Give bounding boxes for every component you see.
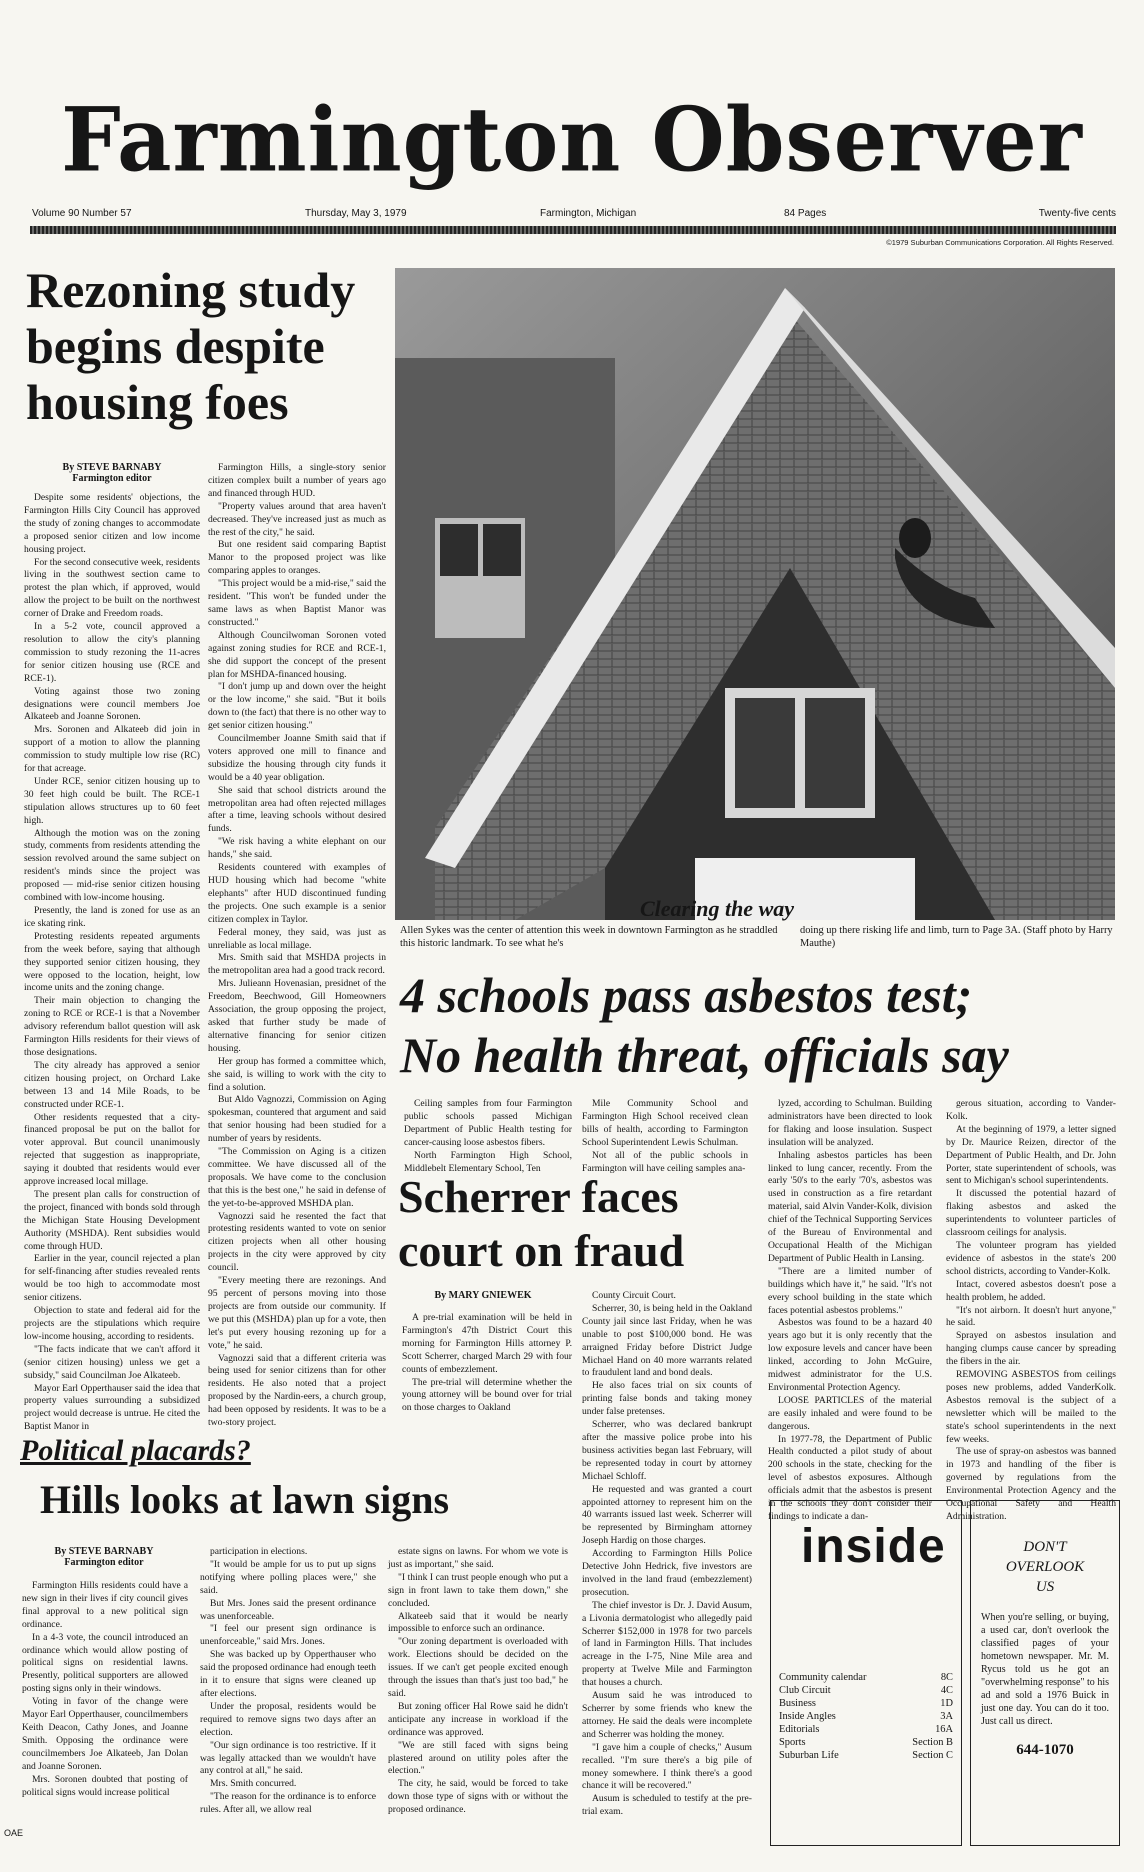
inside-index-row (779, 1736, 953, 1749)
paragraph: Vagnozzi said he resented the fact that protesting residents wanted to vote on senior citizen projects when all other housing projects in the city were approved by city council. (208, 1210, 386, 1274)
lawn-byline-role: Farmington editor (64, 1557, 144, 1568)
masthead-rule (30, 226, 1116, 234)
lawn-kicker: Political placards? (20, 1434, 251, 1467)
inside-index-label: Editorials (779, 1724, 820, 1735)
photo-caption-right: doing up there risking life and limb, turn to Page 3A. (Staff photo by Harry Mauthe) (800, 925, 1113, 949)
paragraph: In 1977-78, the Department of Public Health conducted a pilot study of about 200 schools in the state, checking for the level of asbestos exposures. Although officials admit that the asbestos is present in the schools they don't consider their findings to indicate a dan- (768, 1433, 932, 1522)
folio-line (0, 208, 1144, 222)
paragraph: LOOSE PARTICLES of the material are easily inhaled and were found to be dangerous. (768, 1394, 932, 1432)
paragraph: "There are a limited number of buildings which have it," he said. "It's not every school building in the state which faces potential asbestos problems." (768, 1265, 932, 1316)
scherrer-headline: Scherrer faces court on fraud (398, 1171, 685, 1276)
paragraph: "It would be ample for us to put up signs notifying where polling places were," she said. (200, 1558, 376, 1596)
paragraph: "I don't jump up and down over the height or the low income," she said. "But it boils down to (the fact) that there is no other way to get senior citizen housing." (208, 681, 386, 732)
promo-body: When you're selling, or buying, a used car, don't overlook the classified pages of your hometown newspaper. Mr. M. Rycus told us he got an "overwhelming response" to his ad and sold a 1976 Buick in just one day. You can do it too. Just call us direct. (981, 1612, 1109, 1727)
paragraph: Federal money, they said, was just as unreliable as local millage. (208, 926, 386, 951)
paragraph: Voting in favor of the change were Mayor Earl Opperthauser, councilmembers Keith Deacon, Cathy Jones, and Joanne Smith. Opposing the ordinance were councilmembers Joe Alkateeb, Jan Dolan and Joanne Soronen. (22, 1696, 188, 1772)
paragraph: In a 5-2 vote, council approved a resolution to allow the city's planning commission to study rezoning the 11-acres for senior citizen housing use (RCE and RCE-1). (24, 621, 200, 684)
inside-index-page: 8C (940, 1672, 953, 1683)
paragraph: Farmington Hills, a single-story senior citizen complex built a number of years ago and financed through HUD. (208, 462, 386, 499)
paragraph: It discussed the potential hazard of flaking asbestos and asked the superintendents to volunteer particles of classroom ceilings for analysis. (946, 1188, 1116, 1239)
paragraph: Voting against those two zoning designations were council members Joe Alkateeb and Joanne Soronen. (24, 685, 200, 723)
paragraph: Under the proposal, residents would be required to remove signs two days after an election. (200, 1700, 376, 1738)
paragraph: In a 4-3 vote, the council introduced an ordinance which would allow posting of political signs on residential lawns. Presently, political supporters are allowed posting signs only in their windows. (22, 1631, 188, 1695)
volume-number: Volume 90 Number 57 (32, 208, 132, 219)
promo-line-2: OVERLOOK (1005, 1559, 1085, 1575)
inside-index-row (779, 1697, 953, 1710)
scherrer-byline: By MARY GNIEWEK (434, 1290, 532, 1301)
inside-index-page: 1D (940, 1698, 953, 1709)
paragraph: At the beginning of 1979, a letter signed by Dr. Maurice Reizen, director of the Department of Public Health, and Dr. John Porter, state superintendent of schools, was sent to Michigan's school superintendents. (946, 1123, 1116, 1187)
paragraph: "Property values around that area haven't decreased. They've increased just as much as the rest of the city," he said. (208, 500, 386, 538)
paragraph: "We risk having a white elephant on our hands," she said. (208, 836, 386, 861)
paragraph: "This project would be a mid-rise," said the resident. "This won't be funded under the same laws as when Baptist Manor was constructed." (208, 578, 386, 628)
lawn-column-3 (388, 1546, 568, 1848)
paragraph: "I think I can trust people enough who put a sign in front lawn to take them down," she concluded. (388, 1571, 568, 1609)
inside-index-page: 3A (940, 1711, 953, 1722)
paragraph: REMOVING ASBESTOS from ceilings poses new problems, added VanderKolk. Asbestos removal is the subject of a newsletter which will be mailed to the state's school superintendents in the next few weeks. (946, 1369, 1116, 1445)
inside-index-row (779, 1749, 953, 1762)
asbestos-headline-1: 4 schools pass asbestos test; (400, 967, 973, 1023)
classified-promo-box (970, 1500, 1120, 1846)
inside-title: inside (801, 1520, 946, 1573)
inside-index-page: Section B (912, 1737, 953, 1748)
margin-mark: OAE (4, 1828, 24, 1838)
paragraph: "The facts indicate that we can't afford it (senior citizen housing) unless we get a subsidy," said Councilman Joe Alkateeb. (24, 1343, 200, 1381)
paragraph: estate signs on lawns. For whom we vote is just as important," she said. (388, 1546, 568, 1570)
paragraph: Residents countered with examples of HUD housing which had become "white elephants" after HUD discontinued funding the projects. One such example is a senior citizen complex in Taylor. (208, 862, 386, 925)
paragraph: Scherrer, who was declared bankrupt after the massive police probe into his business activities began last February, will be represented today in court by attorney Michael Schloff. (582, 1419, 752, 1482)
inside-index-page: 16A (935, 1724, 953, 1735)
paragraph: Protesting residents repeated arguments from the week before, saying that although they supported senior citizen housing, they were opposed to the location, height, low income units and the zoning change. (24, 930, 200, 994)
paragraph: But one resident said comparing Baptist Manor to the proposed project was like comparing apples to oranges. (208, 539, 386, 577)
inside-index-row (779, 1723, 953, 1736)
inside-index-label: Business (779, 1698, 816, 1709)
lead-byline (26, 462, 198, 484)
inside-index-box (770, 1500, 962, 1846)
inside-list (779, 1671, 953, 1762)
paragraph: Under RCE, senior citizen housing up to 30 feet high could be built. The RCE-1 stipulation allows structures up to 60 feet high. (24, 775, 200, 826)
page-count: 84 Pages (784, 208, 827, 219)
paragraph: gerous situation, according to Vander-Kolk. (946, 1098, 1116, 1122)
paragraph: Ceiling samples from four Farmington public schools passed Michigan Department of Public Health testing for cancer-causing loose asbestos fibers. (404, 1098, 572, 1148)
paragraph: She was backed up by Opperthauser who said the proposed ordinance had enough teeth in it to ensure that signs were cleaned up after elections. (200, 1649, 376, 1699)
paragraph: He also faces trial on six counts of printing false bonds and taking money under false pretenses. (582, 1380, 752, 1418)
paragraph: Mayor Earl Opperthauser said the idea that property values surrounding a subsidized project would decrease is untrue. He cited the Baptist Manor in (24, 1382, 200, 1433)
inside-index-label: Sports (779, 1737, 806, 1748)
paragraph: Sprayed on asbestos insulation and hanging clumps cause cancer by spreading the fibers in the air. (946, 1330, 1116, 1368)
lawn-headline: Hills looks at lawn signs (40, 1477, 450, 1522)
paragraph: Farmington Hills residents could have a new sign in their lives if city council gives final approval to a new political sign ordinance. (22, 1580, 188, 1630)
paragraph: Other residents requested that a city-financed proposal be put on the ballot for voter approval. But council unanimously rejected that suggestion as inappropriate, saying it doubted that residents would ever approve increased local millage. (24, 1111, 200, 1188)
paragraph: "The reason for the ordinance is to enforce rules. After all, we allow real (200, 1791, 376, 1816)
lead-byline-role: Farmington editor (72, 473, 152, 484)
publication-place: Farmington, Michigan (540, 208, 637, 219)
cover-price: Twenty-five cents (1038, 208, 1116, 219)
paragraph: Mrs. Julieann Hovenasian, presidnet of the Freedom, Beechwood, Gill Homeowners Association, the group opposing the project, asked that further study be made of alternative financing for senior citizen housing. (208, 978, 386, 1054)
paragraph: Mrs. Smith concurred. (210, 1778, 297, 1790)
front-page-photo (395, 268, 1115, 920)
copyright-notice: ©1979 Suburban Communications Corporation. All Rights Reserved. (886, 238, 1114, 247)
paragraph: "Our sign ordinance is too restrictive. If it was legally attacked than we wouldn't have any control at all," he said. (200, 1739, 376, 1777)
inside-index-label: Club Circuit (779, 1685, 831, 1696)
paragraph: Earlier in the year, council rejected a plan for self-financing after studies revealed rents would be too high to accommodate most senior citizens. (24, 1253, 200, 1304)
paragraph: Her group has formed a committee which, she said, is willing to work with the city to find a solution. (208, 1055, 386, 1093)
paragraph: According to Farmington Hills Police Detective John Hedrick, five investors are involved in the land fraud (embezzlement) prosecution. (582, 1548, 752, 1598)
paragraph: County Circuit Court. (592, 1290, 676, 1301)
roof-photo-illustration (395, 268, 1115, 920)
inside-index-page: Section C (912, 1750, 953, 1761)
photo-caption-left: Allen Sykes was the center of attention this week in downtown Farmington as he straddled this historic landmark. To see what he's (400, 925, 778, 949)
paragraph: Their main objection to changing the zoning to RCE or RCE-1 is that a November advisory referendum ballot question will ask Farmington Hills residents for their views of those designations. (24, 995, 200, 1058)
asbestos-column-3 (768, 1098, 932, 1522)
paragraph: The chief investor is Dr. J. David Ausum, a Livonia dermatologist who allegedly paid Scherrer $152,000 in 1978 for two parcels of land in Farmington Hills. That includes acreage in the I-75, Nine Mile area and property at Twelve Mile and Farmington that houses a church. (582, 1599, 752, 1689)
paragraph: Intact, covered asbestos doesn't pose a health problem, he added. (946, 1278, 1116, 1303)
asbestos-column-2 (582, 1098, 748, 1174)
paragraph: Ausum is scheduled to testify at the pre-trial exam. (582, 1793, 752, 1818)
paragraph: The present plan calls for construction of the project, financed with bonds sold through the Michigan State Housing Development Authority (MSHDA). Rent subsidies would come through HUD. (24, 1188, 200, 1252)
inside-index-row (779, 1684, 953, 1697)
inside-index-row (779, 1671, 953, 1684)
paragraph: lyzed, according to Schulman. Building administrators have been directed to look for flaking and loose insulation. Suspect insulation will be analyzed. (768, 1098, 932, 1148)
promo-line-3: US (1035, 1579, 1055, 1595)
paragraph: Councilmember Joanne Smith said that if voters approved one mill to finance and subsidize the housing through city funds it would be a 40 year obligation. (208, 733, 386, 783)
paragraph: Mile Community School and Farmington High School received clean bills of health, according to Farmington School Superintendent Lewis Schulman. (582, 1098, 748, 1148)
paragraph: Presently, the land is zoned for use as an ice skating rink. (24, 905, 200, 929)
lead-column-1 (24, 492, 200, 1498)
paragraph: "I gave him a couple of checks," Ausum recalled. "I'm sure there's a big pile of money somewhere. I think there's a good chance it will be recovered." (582, 1741, 752, 1792)
paragraph: But Aldo Vagnozzi, Commission on Aging spokesman, countered that argument and said that senior housing had been studied for a number of years by residents. (208, 1094, 386, 1145)
paragraph: But Mrs. Jones said the present ordinance was unenforceable. (200, 1597, 376, 1622)
inside-index-label: Community calendar (779, 1672, 867, 1683)
paragraph: "Our zoning department is overloaded with work. Elections should be decided on the issues. If we can't get people excited enough through the issues than that's just too bad," he said. (388, 1636, 568, 1699)
lead-byline-name: By STEVE BARNABY (62, 462, 162, 473)
paragraph: Ausum said he was introduced to Scherrer by some friends who knew the attorney. He said the deals were incomplete and Scherrer was holding the money. (582, 1690, 752, 1740)
scherrer-column-1 (402, 1312, 572, 1502)
paragraph: Mrs. Soronen and Alkateeb did join in support of a motion to allow the planning commission to study multiple low rise (RC) for that acreage. (24, 724, 200, 775)
paragraph: Vagnozzi said that a different criteria was being used for senior citizens than for other residents. He also noted that a project proposed by the Nardin-eers, a church group, had been opposed by residents. It was to be a two-story project. (208, 1352, 386, 1429)
lawn-column-1 (22, 1580, 188, 1848)
photo-caption-title: Clearing the way (640, 896, 795, 921)
asbestos-headline-2: No health threat, officials say (400, 1027, 1009, 1083)
paragraph: "I feel our present sign ordinance is unenforceable," said Mrs. Jones. (200, 1623, 376, 1648)
lawn-byline-name: By STEVE BARNABY (54, 1546, 154, 1557)
paragraph: "It's not airborn. It doesn't hurt anyone," he said. (946, 1304, 1116, 1329)
paragraph: She said that school districts around the metropolitan area had often rejected millages after a time, leaving schools without desired funds. (208, 784, 386, 835)
issue-date: Thursday, May 3, 1979 (305, 208, 407, 219)
paragraph: Although Councilwoman Soronen voted against zoning studies for RCE and RCE-1, she did support the concept of the present plan for MSHDA-financed housing. (208, 629, 386, 680)
paragraph: "The Commission on Aging is a citizen committee. We have discussed all of the proposals. We have come to the conclusion that this is the best one," he said in defense of the yet-to-be-approved MSHDA plan. (208, 1146, 386, 1209)
paragraph: For the second consecutive week, residents living in the southwest section came to protest the plan which, if approved, would allow the project to be built on the northwest corner of Drake and Freedom roads. (24, 556, 200, 620)
paragraph: Alkateeb said that it would be nearly impossible to enforce such an ordinance. (388, 1610, 568, 1635)
asbestos-column-1 (404, 1098, 572, 1174)
paragraph: Inhaling asbestos particles has been linked to lung cancer, recently. From the early '50's to the early '70's, asbestos was used in construction as a fire retardant material, said Alvin Vander-Kolk, division chief of the Technical Supporting Services of the Bureau of Environmental and Occupational Health of the Michigan Department of Public Health in Lansing. (768, 1149, 932, 1264)
asbestos-column-4 (946, 1098, 1116, 1522)
paragraph: Asbestos was found to be a hazard 40 years ago but it is only recently that the low exposure levels and cancer have been linked, according to John McGuire, midwest administrator for the U.S. Environmental Protection Agency. (768, 1317, 932, 1393)
paragraph: Although the motion was on the zoning study, comments from residents attending the session revolved around the same subject on resident's minds since the project was proposed — mid-rise senior citizen housing combined with low-income housing. (24, 827, 200, 904)
paragraph: He requested and was granted a court appointed attorney to represent him on the 40 warrants issued last week. Scherrer will be represented by Birmingham attorney Joseph Hardig on those charges. (582, 1483, 752, 1547)
paragraph: North Farmington High School, Middlebelt Elementary School, Ten (404, 1149, 572, 1174)
paragraph: But zoning officer Hal Rowe said he didn't anticipate any increase in workload if the ordinance was approved. (388, 1700, 568, 1738)
paragraph: Scherrer, 30, is being held in the Oakland County jail since last Friday, when he was unable to post $100,000 bond. He was arraigned Friday before District Judge Michael Hand on 40 more warrants related to fraudulent land and bond deals. (582, 1302, 752, 1379)
lead-column-2 (208, 462, 386, 1492)
masthead-title: Farmington Observer (61, 87, 1083, 192)
inside-index-label: Inside Angles (779, 1711, 836, 1722)
lead-headline: Rezoning study begins despite housing foes (26, 262, 356, 430)
paragraph: "We are still faced with signs being plastered around on utility poles after the election." (388, 1739, 568, 1777)
paragraph: A pre-trial examination will be held in Farmington's 47th District Court this morning for Farmington Hills attorney P. Scott Scherrer, charged March 29 with four counts of embezzlement. (402, 1312, 572, 1375)
lawn-byline (24, 1546, 184, 1568)
scherrer-column-2 (582, 1290, 752, 1846)
paragraph: The pre-trial will determine whether the young attorney will be bound over for trial on those charges to Oakland (402, 1376, 572, 1414)
paragraph: participation in elections. (210, 1546, 308, 1557)
paragraph: The use of spray-on asbestos was banned in 1973 and handling of the fiber is governed by regulations from the Environmental Protection Agency and the Occupational Safety and Health Administration. (946, 1446, 1116, 1522)
paragraph: "Every meeting there are rezonings. And 95 percent of persons moving into those projects are from outside our community. If we put this (MSHDA) plan up for a vote, then let's put every housing rezoning up for a vote," he said. (208, 1275, 386, 1351)
inside-index-label: Suburban Life (779, 1750, 839, 1761)
paragraph: Mrs. Smith said that MSHDA projects in the metropolitan area had a good track record. (208, 952, 386, 977)
paragraph: Mrs. Soronen doubted that posting of political signs would increase political (22, 1773, 188, 1798)
lawn-column-2 (200, 1546, 376, 1848)
paragraph: The volunteer program has yielded evidence of asbestos in the state's 200 school districts, according to Vander-Kolk. (946, 1239, 1116, 1277)
inside-index-row (779, 1710, 953, 1723)
promo-phone: 644-1070 (1016, 1742, 1074, 1758)
paragraph: The city, he said, would be forced to take down those type of signs with or without the proposed ordinance. (388, 1778, 568, 1816)
inside-index-page: 4C (940, 1685, 953, 1696)
promo-line-1: DON'T (1023, 1539, 1067, 1555)
paragraph: Despite some residents' objections, the Farmington Hills City Council has approved the study of zoning changes to accommodate a proposed senior citizen and low income housing project. (24, 492, 200, 555)
paragraph: Not all of the public schools in Farmington will have ceiling samples ana- (582, 1149, 748, 1174)
paragraph: The city already has approved a senior citizen housing project, on Orchard Lake between 13 and 14 Mile Roads, to be constructed under RCE-1. (24, 1059, 200, 1110)
paragraph: Objection to state and federal aid for the projects are the stipulations which require low-income housing, according to residents. (24, 1305, 200, 1342)
